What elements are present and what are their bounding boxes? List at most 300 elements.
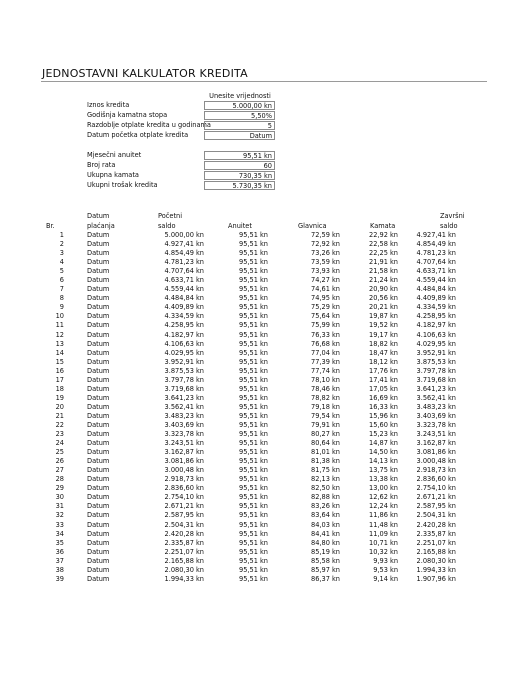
annuity-cell: 95,51 kn	[239, 231, 268, 239]
header-date-bottom: plaćanja	[87, 222, 115, 230]
interest-cell: 22,25 kn	[369, 249, 398, 258]
annuity-cell: 95,51 kn	[239, 303, 268, 312]
header-interest: Kamata	[370, 222, 396, 230]
starting-balance-cell: 4.409,89 kn	[164, 303, 204, 312]
ending-balance-cell: 3.243,51 kn	[416, 430, 456, 439]
table-row	[42, 285, 456, 294]
monthly-payment-label: Mjesečni anuitet	[87, 151, 142, 159]
ending-balance-cell: 4.484,84 kn	[416, 285, 456, 294]
principal-cell: 78,10 kn	[311, 375, 340, 384]
row-number-cell: 4	[59, 258, 64, 267]
principal-cell: 84,80 kn	[311, 538, 340, 547]
table-row	[42, 530, 456, 539]
row-number-cell: 23	[55, 430, 64, 439]
starting-balance-cell: 4.106,63 kn	[164, 339, 204, 348]
table-row	[42, 566, 456, 575]
table-row	[42, 240, 456, 249]
payment-date-cell: Datum	[87, 267, 110, 276]
principal-cell: 74,95 kn	[311, 294, 340, 303]
starting-balance-cell: 3.403,69 kn	[164, 420, 204, 429]
starting-balance-cell: 2.918,73 kn	[164, 475, 204, 484]
row-number-cell: 1	[59, 231, 64, 239]
payment-date-cell: Datum	[87, 393, 110, 402]
table-row	[42, 249, 456, 258]
annuity-cell: 95,51 kn	[239, 276, 268, 285]
payment-date-cell: Datum	[87, 529, 110, 538]
header-number: Br.	[46, 222, 55, 230]
interest-cell: 18,82 kn	[369, 339, 398, 348]
starting-balance-cell: 3.641,23 kn	[164, 393, 204, 402]
payment-date-cell: Datum	[87, 231, 110, 239]
table-row	[42, 475, 456, 484]
table-row	[42, 267, 456, 276]
number-of-payments-label: Broj rata	[87, 161, 116, 169]
row-number-cell: 10	[55, 312, 64, 321]
row-number-cell: 2	[59, 240, 64, 249]
starting-balance-cell: 4.029,95 kn	[164, 348, 204, 357]
annuity-cell: 95,51 kn	[239, 420, 268, 429]
ending-balance-cell: 2.836,60 kn	[416, 475, 456, 484]
starting-balance-cell: 3.483,23 kn	[164, 411, 204, 420]
table-row	[42, 575, 456, 584]
principal-cell: 81,01 kn	[311, 448, 340, 457]
row-number-cell: 21	[55, 411, 64, 420]
row-number-cell: 27	[55, 466, 64, 475]
ending-balance-cell: 3.403,69 kn	[416, 411, 456, 420]
principal-cell: 77,39 kn	[311, 357, 340, 366]
annuity-cell: 95,51 kn	[239, 357, 268, 366]
payment-date-cell: Datum	[87, 420, 110, 429]
interest-cell: 20,56 kn	[369, 294, 398, 303]
interest-cell: 21,24 kn	[369, 276, 398, 285]
interest-cell: 17,41 kn	[369, 375, 398, 384]
annuity-cell: 95,51 kn	[239, 258, 268, 267]
total-interest-value: 730,35 kn	[204, 171, 275, 180]
row-number-cell: 14	[55, 348, 64, 357]
table-row	[42, 358, 456, 367]
interest-cell: 12,62 kn	[369, 493, 398, 502]
row-number-cell: 9	[59, 303, 64, 312]
payment-date-cell: Datum	[87, 348, 110, 357]
row-number-cell: 15	[55, 357, 64, 366]
ending-balance-cell: 2.754,10 kn	[416, 484, 456, 493]
annuity-cell: 95,51 kn	[239, 439, 268, 448]
start-date-input[interactable]: Datum	[204, 131, 275, 140]
annuity-cell: 95,51 kn	[239, 384, 268, 393]
principal-cell: 86,37 kn	[311, 574, 340, 583]
ending-balance-cell: 2.587,95 kn	[416, 502, 456, 511]
payment-date-cell: Datum	[87, 258, 110, 267]
table-row	[42, 457, 456, 466]
row-number-cell: 19	[55, 393, 64, 402]
table-row	[42, 340, 456, 349]
ending-balance-cell: 1.994,33 kn	[416, 565, 456, 574]
annuity-cell: 95,51 kn	[239, 502, 268, 511]
table-row	[42, 276, 456, 285]
starting-balance-cell: 3.797,78 kn	[164, 375, 204, 384]
annuity-cell: 95,51 kn	[239, 574, 268, 583]
principal-cell: 75,99 kn	[311, 321, 340, 330]
annuity-cell: 95,51 kn	[239, 511, 268, 520]
ending-balance-cell: 4.029,95 kn	[416, 339, 456, 348]
ending-balance-cell: 3.641,23 kn	[416, 384, 456, 393]
row-number-cell: 33	[55, 520, 64, 529]
table-row	[42, 294, 456, 303]
starting-balance-cell: 3.562,41 kn	[164, 402, 204, 411]
interest-cell: 22,58 kn	[369, 240, 398, 249]
starting-balance-cell: 4.633,71 kn	[164, 276, 204, 285]
title-divider	[41, 81, 487, 82]
start-date-label: Datum početka otplate kredita	[87, 131, 189, 139]
payment-date-cell: Datum	[87, 502, 110, 511]
principal-cell: 85,97 kn	[311, 565, 340, 574]
annuity-cell: 95,51 kn	[239, 366, 268, 375]
total-interest-label: Ukupna kamata	[87, 171, 139, 179]
starting-balance-cell: 2.165,88 kn	[164, 556, 204, 565]
table-row	[42, 367, 456, 376]
principal-cell: 81,75 kn	[311, 466, 340, 475]
starting-balance-cell: 2.335,87 kn	[164, 538, 204, 547]
table-row	[42, 430, 456, 439]
principal-cell: 75,64 kn	[311, 312, 340, 321]
interest-cell: 13,38 kn	[369, 475, 398, 484]
loan-period-input[interactable]: 5	[204, 121, 275, 130]
starting-balance-cell: 2.587,95 kn	[164, 511, 204, 520]
table-row	[42, 448, 456, 457]
ending-balance-cell: 2.918,73 kn	[416, 466, 456, 475]
ending-balance-cell: 3.797,78 kn	[416, 366, 456, 375]
principal-cell: 75,29 kn	[311, 303, 340, 312]
total-cost-value: 5.730,35 kn	[204, 181, 275, 190]
principal-cell: 79,91 kn	[311, 420, 340, 429]
starting-balance-cell: 4.927,41 kn	[164, 240, 204, 249]
payment-date-cell: Datum	[87, 402, 110, 411]
starting-balance-cell: 3.719,68 kn	[164, 384, 204, 393]
annuity-cell: 95,51 kn	[239, 294, 268, 303]
row-number-cell: 20	[55, 402, 64, 411]
starting-balance-cell: 4.559,44 kn	[164, 285, 204, 294]
annuity-cell: 95,51 kn	[239, 556, 268, 565]
interest-cell: 16,33 kn	[369, 402, 398, 411]
starting-balance-cell: 3.243,51 kn	[164, 439, 204, 448]
table-row	[42, 312, 456, 321]
interest-cell: 10,71 kn	[369, 538, 398, 547]
row-number-cell: 35	[55, 538, 64, 547]
table-row	[42, 394, 456, 403]
payment-date-cell: Datum	[87, 565, 110, 574]
starting-balance-cell: 3.162,87 kn	[164, 448, 204, 457]
row-number-cell: 12	[55, 330, 64, 339]
row-number-cell: 22	[55, 420, 64, 429]
payment-date-cell: Datum	[87, 466, 110, 475]
annuity-cell: 95,51 kn	[239, 411, 268, 420]
principal-cell: 80,27 kn	[311, 430, 340, 439]
interest-cell: 16,69 kn	[369, 393, 398, 402]
principal-cell: 80,64 kn	[311, 439, 340, 448]
row-number-cell: 36	[55, 547, 64, 556]
interest-cell: 21,91 kn	[369, 258, 398, 267]
row-number-cell: 25	[55, 448, 64, 457]
page-title: JEDNOSTAVNI KALKULATOR KREDITA	[42, 67, 248, 80]
starting-balance-cell: 3.875,53 kn	[164, 366, 204, 375]
principal-cell: 72,92 kn	[311, 240, 340, 249]
principal-cell: 73,93 kn	[311, 267, 340, 276]
starting-balance-cell: 4.334,59 kn	[164, 312, 204, 321]
principal-cell: 79,18 kn	[311, 402, 340, 411]
principal-cell: 73,59 kn	[311, 258, 340, 267]
ending-balance-cell: 3.000,48 kn	[416, 457, 456, 466]
annuity-cell: 95,51 kn	[239, 538, 268, 547]
starting-balance-cell: 5.000,00 kn	[164, 231, 204, 239]
starting-balance-cell: 4.182,97 kn	[164, 330, 204, 339]
payment-date-cell: Datum	[87, 430, 110, 439]
ending-balance-cell: 4.781,23 kn	[416, 249, 456, 258]
interest-cell: 18,47 kn	[369, 348, 398, 357]
amortization-schedule-table	[42, 231, 456, 584]
ending-balance-cell: 2.251,07 kn	[416, 538, 456, 547]
payment-date-cell: Datum	[87, 556, 110, 565]
interest-cell: 11,48 kn	[369, 520, 398, 529]
number-of-payments-value: 60	[204, 161, 275, 170]
interest-cell: 17,76 kn	[369, 366, 398, 375]
interest-cell: 17,05 kn	[369, 384, 398, 393]
principal-cell: 77,04 kn	[311, 348, 340, 357]
ending-balance-cell: 4.334,59 kn	[416, 303, 456, 312]
annuity-cell: 95,51 kn	[239, 457, 268, 466]
table-row	[42, 412, 456, 421]
payment-date-cell: Datum	[87, 249, 110, 258]
annuity-cell: 95,51 kn	[239, 475, 268, 484]
payment-date-cell: Datum	[87, 375, 110, 384]
payment-date-cell: Datum	[87, 339, 110, 348]
row-number-cell: 6	[59, 276, 64, 285]
ending-balance-cell: 4.927,41 kn	[416, 231, 456, 239]
payment-date-cell: Datum	[87, 448, 110, 457]
interest-cell: 14,13 kn	[369, 457, 398, 466]
starting-balance-cell: 4.781,23 kn	[164, 258, 204, 267]
annuity-cell: 95,51 kn	[239, 249, 268, 258]
ending-balance-cell: 2.671,21 kn	[416, 493, 456, 502]
interest-cell: 22,92 kn	[369, 231, 398, 239]
interest-cell: 13,75 kn	[369, 466, 398, 475]
table-row	[42, 258, 456, 267]
ending-balance-cell: 4.106,63 kn	[416, 330, 456, 339]
total-cost-label: Ukupni trošak kredita	[87, 181, 158, 189]
ending-balance-cell: 3.483,23 kn	[416, 402, 456, 411]
starting-balance-cell: 4.707,64 kn	[164, 267, 204, 276]
payment-date-cell: Datum	[87, 357, 110, 366]
table-row	[42, 421, 456, 430]
payment-date-cell: Datum	[87, 294, 110, 303]
ending-balance-cell: 4.182,97 kn	[416, 321, 456, 330]
principal-cell: 82,13 kn	[311, 475, 340, 484]
ending-balance-cell: 4.559,44 kn	[416, 276, 456, 285]
row-number-cell: 13	[55, 339, 64, 348]
ending-balance-cell: 4.707,64 kn	[416, 258, 456, 267]
monthly-payment-value: 95,51 kn	[204, 151, 275, 160]
row-number-cell: 18	[55, 384, 64, 393]
loan-amount-label: Iznos kredita	[87, 101, 130, 109]
row-number-cell: 29	[55, 484, 64, 493]
table-row	[42, 539, 456, 548]
principal-cell: 77,74 kn	[311, 366, 340, 375]
table-row	[42, 493, 456, 502]
payment-date-cell: Datum	[87, 303, 110, 312]
payment-date-cell: Datum	[87, 384, 110, 393]
payment-date-cell: Datum	[87, 330, 110, 339]
payment-date-cell: Datum	[87, 457, 110, 466]
principal-cell: 84,41 kn	[311, 529, 340, 538]
annuity-cell: 95,51 kn	[239, 312, 268, 321]
payment-date-cell: Datum	[87, 493, 110, 502]
principal-cell: 79,54 kn	[311, 411, 340, 420]
payment-date-cell: Datum	[87, 285, 110, 294]
ending-balance-cell: 1.907,96 kn	[416, 574, 456, 583]
ending-balance-cell: 2.080,30 kn	[416, 556, 456, 565]
ending-balance-cell: 3.162,87 kn	[416, 439, 456, 448]
table-row	[42, 557, 456, 566]
row-number-cell: 34	[55, 529, 64, 538]
annuity-cell: 95,51 kn	[239, 240, 268, 249]
ending-balance-cell: 2.165,88 kn	[416, 547, 456, 556]
row-number-cell: 17	[55, 375, 64, 384]
starting-balance-cell: 2.754,10 kn	[164, 493, 204, 502]
table-row	[42, 385, 456, 394]
principal-cell: 84,03 kn	[311, 520, 340, 529]
annuity-cell: 95,51 kn	[239, 466, 268, 475]
header-start-top: Početni	[158, 212, 183, 220]
starting-balance-cell: 3.081,86 kn	[164, 457, 204, 466]
interest-cell: 15,60 kn	[369, 420, 398, 429]
interest-cell: 15,23 kn	[369, 430, 398, 439]
principal-cell: 73,26 kn	[311, 249, 340, 258]
table-row	[42, 403, 456, 412]
header-end-top: Završni	[440, 212, 465, 220]
ending-balance-cell: 2.504,31 kn	[416, 511, 456, 520]
payment-date-cell: Datum	[87, 547, 110, 556]
interest-cell: 19,87 kn	[369, 312, 398, 321]
interest-cell: 9,93 kn	[373, 556, 398, 565]
annuity-cell: 95,51 kn	[239, 430, 268, 439]
starting-balance-cell: 2.836,60 kn	[164, 484, 204, 493]
annuity-cell: 95,51 kn	[239, 565, 268, 574]
table-row	[42, 376, 456, 385]
ending-balance-cell: 2.420,28 kn	[416, 520, 456, 529]
interest-cell: 15,96 kn	[369, 411, 398, 420]
row-number-cell: 7	[59, 285, 64, 294]
table-row	[42, 331, 456, 340]
annuity-cell: 95,51 kn	[239, 285, 268, 294]
interest-rate-input[interactable]: 5,50%	[204, 111, 275, 120]
table-row	[42, 439, 456, 448]
interest-cell: 12,24 kn	[369, 502, 398, 511]
table-row	[42, 511, 456, 520]
interest-rate-label: Godišnja kamatna stopa	[87, 111, 168, 119]
payment-date-cell: Datum	[87, 511, 110, 520]
interest-cell: 10,32 kn	[369, 547, 398, 556]
payment-date-cell: Datum	[87, 538, 110, 547]
payment-date-cell: Datum	[87, 240, 110, 249]
table-row	[42, 349, 456, 358]
principal-cell: 74,27 kn	[311, 276, 340, 285]
principal-cell: 83,26 kn	[311, 502, 340, 511]
interest-cell: 21,58 kn	[369, 267, 398, 276]
interest-cell: 9,14 kn	[373, 574, 398, 583]
starting-balance-cell: 3.952,91 kn	[164, 357, 204, 366]
starting-balance-cell: 2.671,21 kn	[164, 502, 204, 511]
payment-date-cell: Datum	[87, 411, 110, 420]
starting-balance-cell: 2.251,07 kn	[164, 547, 204, 556]
ending-balance-cell: 2.335,87 kn	[416, 529, 456, 538]
interest-cell: 14,87 kn	[369, 439, 398, 448]
payment-date-cell: Datum	[87, 520, 110, 529]
table-row	[42, 466, 456, 475]
interest-cell: 11,86 kn	[369, 511, 398, 520]
row-number-cell: 31	[55, 502, 64, 511]
principal-cell: 82,88 kn	[311, 493, 340, 502]
principal-cell: 76,68 kn	[311, 339, 340, 348]
table-row	[42, 231, 456, 240]
header-date-top: Datum	[87, 212, 110, 220]
loan-amount-input[interactable]: 5.000,00 kn	[204, 101, 275, 110]
principal-cell: 85,58 kn	[311, 556, 340, 565]
row-number-cell: 3	[59, 249, 64, 258]
starting-balance-cell: 2.504,31 kn	[164, 520, 204, 529]
principal-cell: 76,33 kn	[311, 330, 340, 339]
ending-balance-cell: 4.633,71 kn	[416, 267, 456, 276]
principal-cell: 81,38 kn	[311, 457, 340, 466]
ending-balance-cell: 4.409,89 kn	[416, 294, 456, 303]
interest-cell: 19,52 kn	[369, 321, 398, 330]
header-annuity: Anuitet	[228, 222, 252, 230]
annuity-cell: 95,51 kn	[239, 321, 268, 330]
annuity-cell: 95,51 kn	[239, 448, 268, 457]
interest-cell: 20,21 kn	[369, 303, 398, 312]
annuity-cell: 95,51 kn	[239, 547, 268, 556]
starting-balance-cell: 4.484,84 kn	[164, 294, 204, 303]
starting-balance-cell: 3.000,48 kn	[164, 466, 204, 475]
row-number-cell: 16	[55, 366, 64, 375]
ending-balance-cell: 4.258,95 kn	[416, 312, 456, 321]
row-number-cell: 5	[59, 267, 64, 276]
schedule-body	[42, 231, 456, 584]
header-start-bottom: saldo	[158, 222, 176, 230]
payment-date-cell: Datum	[87, 312, 110, 321]
principal-cell: 82,50 kn	[311, 484, 340, 493]
payment-date-cell: Datum	[87, 484, 110, 493]
ending-balance-cell: 3.719,68 kn	[416, 375, 456, 384]
row-number-cell: 8	[59, 294, 64, 303]
starting-balance-cell: 2.080,30 kn	[164, 565, 204, 574]
payment-date-cell: Datum	[87, 574, 110, 583]
row-number-cell: 32	[55, 511, 64, 520]
starting-balance-cell: 1.994,33 kn	[164, 574, 204, 583]
payment-date-cell: Datum	[87, 475, 110, 484]
annuity-cell: 95,51 kn	[239, 493, 268, 502]
annuity-cell: 95,51 kn	[239, 375, 268, 384]
interest-cell: 9,53 kn	[373, 565, 398, 574]
payment-date-cell: Datum	[87, 276, 110, 285]
annuity-cell: 95,51 kn	[239, 393, 268, 402]
starting-balance-cell: 4.258,95 kn	[164, 321, 204, 330]
interest-cell: 11,09 kn	[369, 529, 398, 538]
principal-cell: 74,61 kn	[311, 285, 340, 294]
ending-balance-cell: 3.952,91 kn	[416, 348, 456, 357]
payment-date-cell: Datum	[87, 366, 110, 375]
principal-cell: 78,82 kn	[311, 393, 340, 402]
row-number-cell: 38	[55, 565, 64, 574]
annuity-cell: 95,51 kn	[239, 348, 268, 357]
